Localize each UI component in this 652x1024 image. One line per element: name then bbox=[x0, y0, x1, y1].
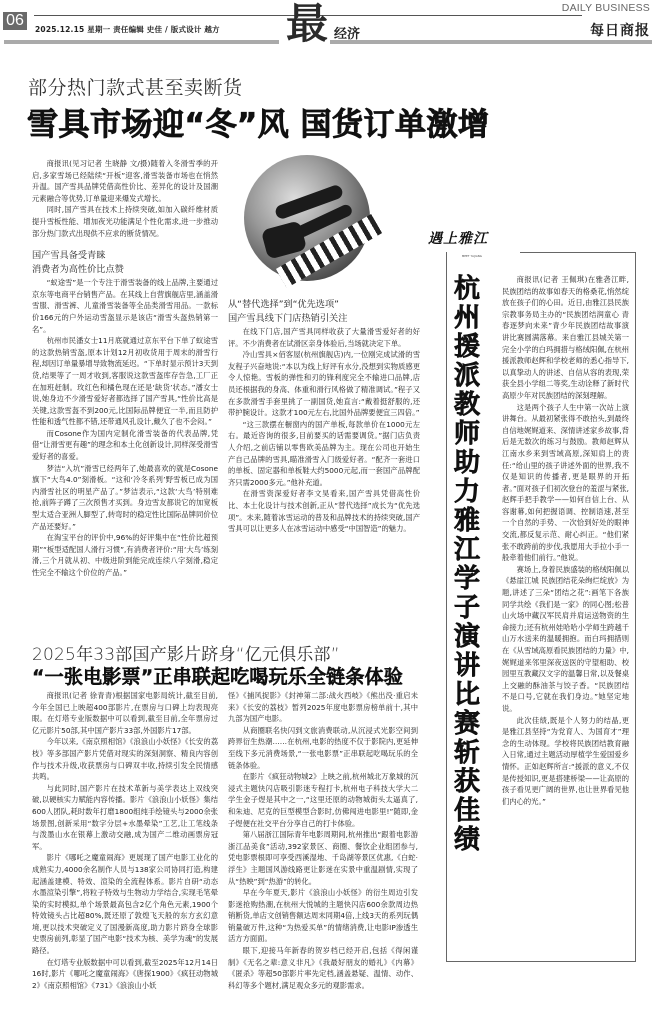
headline-char: 师 bbox=[453, 419, 480, 449]
column-logo: 遇上雅江 bbox=[428, 231, 488, 247]
section-logo-char: 最 bbox=[286, 0, 329, 48]
headline-char: 杭 bbox=[453, 274, 480, 304]
headline-char: 雅 bbox=[453, 506, 480, 536]
headline-char: 派 bbox=[453, 361, 480, 391]
article1-lead bbox=[32, 158, 218, 577]
paragraph: 赛场上,身着民族盛装的格绒阳佩以《悬崖江城 民族团结花朵绚烂绽放》为题,讲述了三朵“团结之花”:画笔下各族同学共绘《我们是一家》的同心图;松普山火场中藏汉军民肩并肩运送物资的生命接力;还有杭州娃哈哈小学师生跨越千山万水送来的温暖拥抱。而白玛拥措则在《从雪域高原看民族团结的力量》中,娓娓道来邻里深夜送医的守望相助、校园里互教藏汉文字的温馨日常,以及餐桌上交融的酥油茶与饺子香。“民族团结不是口号,它就在我们身边。”她坚定地说。 bbox=[502, 564, 629, 713]
paragraph: 杭州市民潘女士11月底就通过京东平台下单了蚁途雪的这款热销雪盔,原本计划12月初收货用于周末的滑雪行程,却因订单量暴增导致物流延迟。“下单时显示预计3天到货,结果等了一周才收到,客服说这款雪盔库存告急,工厂正在加班赶制。玫红色和橘色现在还是‘缺货’状态。”潘女士说,她身边不少滑雪爱好者都选择了国产雪具,“性价比高是关键,这款雪盔不到200元,比国际品牌便宜一半,而且防护性能和透气性都不错,还带通风孔设计,戴久了也不会闷。” bbox=[32, 336, 218, 427]
sidebar-box-top-rule bbox=[520, 252, 636, 253]
paragraph: “这三款摆在橱窗内的国产单板,每款单价在1000元左右。最近咨询的很多,目前要买的话需要调货。”据门店负责人介绍,之前店铺以零售欧美品牌为主。现在公司也开始生产自己品牌的雪具,瞄准滑雪入门级爱好者。“配齐一套进口的单板、固定器和单板鞋大约5000元起,而一套国产品牌配齐只需2000多元。”他补充道。 bbox=[228, 419, 420, 487]
article2-headline: “一张电影票”正串联起吃喝玩乐全链条体验 bbox=[32, 666, 403, 688]
headline-char: 教 bbox=[453, 390, 480, 420]
paragraph: 商报讯(记者 徐青青)根据国家电影局统计,截至目前,今年全国已上映超400部影片,在票房与口碑上均表现亮眼。在灯塔专业版数据中可以看到,截至目前,全年票房过亿元影片50部,其中国产影片33部,外国影片17部。 bbox=[32, 691, 218, 735]
paragraph: 在滑雪资深爱好者李文昊看来,国产雪具凭借高性价比、本土化设计与技术创新,正从“替代选择”成长为“优先选项”。未来,随着冰雪运动的普及和品牌技术的持续突破,国产雪具可以让更多人在冰雪运动中感受“中国智造”的魅力。 bbox=[228, 489, 420, 534]
paragraph: “蚁途雪”是一个专注于滑雪装备的线上品牌,主要通过京东等电商平台销售产品。在其线上自营旗舰店里,涵盖滑雪服、滑雪裤、儿童滑雪装备等全品类滑雪用品。一款标价166元的户外运动雪盔显示是该店“滑雪头盔热销第一名”。 bbox=[32, 278, 218, 334]
column-logo-subtitle: MEET YAJIANG bbox=[462, 255, 483, 258]
brand-chinese: 每日商报 bbox=[590, 23, 650, 39]
paragraph: 在影片《疯狂动物城2》上映之前,杭州城北万象城的沉浸式主题快闪店吸引影迷专程打卡,杭州电子科技大学大二学生金子煜是其中之一,“这里还原的动物城街头太逼真了,和朱迪、尼克的巨型模型合影时,仿佛闯进电影里!”随即,金子煜便在社交平台分享自己的打卡体验。 bbox=[228, 772, 418, 828]
article1-kicker: 部分热门款式甚至卖断货 bbox=[28, 77, 243, 99]
headline-char: 演 bbox=[453, 622, 480, 652]
headline-char: 讲 bbox=[453, 651, 480, 681]
header-bar-left bbox=[4, 40, 279, 44]
article1-column2 bbox=[228, 290, 420, 535]
headline-char: 绩 bbox=[453, 825, 480, 855]
headline-char: 学 bbox=[453, 564, 480, 594]
header-bar-right bbox=[330, 40, 652, 44]
paragraph: 梦洁“入坑”滑雪已经两年了,她最喜欢的就是Cosone旗下“大鸟4.0”刻滑板。“这和‘冷冬系列’野雪板已成为国内滑雪社区的明星产品了。”梦洁表示,“这款‘大鸟’特别难抢,前阵子蹲了三次预售才买到。身边雪友都说它的加宽板型太适合亚洲人脚型了,转弯时的稳定性比国际品牌同价位产品还要好。” bbox=[32, 463, 218, 531]
paragraph: 而Cosone作为国内定制化滑雪装备的代表品牌,凭借“让滑雪更有趣”的理念和本土化创新设计,同样深受滑雪爱好者的喜爱。 bbox=[32, 428, 218, 462]
paragraph: 眼下,迎接马年新春的贺岁档已经开启,包括《得闲谨制》《无名之辈:意义非凡》《我最好朋友的婚礼》《内幕》《匿杀》等超50部影片率先定档,涵盖悬疑、温情、动作、科幻等多个题材,满足观众多元的观影需求。 bbox=[228, 946, 418, 990]
paragraph: 在淘宝平台的评价中,96%的好评集中在“性价比超预期”“板型适配国人滑行习惯”,有消费者评价:“用‘大鸟’练刻滑,三个月就从初、中级进阶到能完成连续八字刻滑,稳定性完全不输这个价位的产品。” bbox=[32, 533, 218, 577]
headline-char: 州 bbox=[453, 303, 480, 333]
paragraph: 这是两个孩子人生中第一次站上演讲舞台。从最初紧张得不敢抬头,到最终自信地娓娓道来、深情讲述家乡故事,背后是无数次的练习与鼓励。教师赵辉从江南水乡来到雪域高原,深知肩上的责任:“给山里的孩子讲述外面的世界,我不仅是知识的传播者,更是眼界的开拓者。”面对孩子们初次登台的羞涩与紧张,赵辉手把手教学——如何自信上台、从容谢幕,如何把握语调、控制语速,甚至一个自然的手势、一次恰到好处的眼神交流,都反复示范、耐心纠正。“他们紧张不敢跨前的步伐,我愿用大手拉小手一般牵着他们前行。”他说。 bbox=[502, 402, 629, 563]
headline-char: 援 bbox=[453, 332, 480, 362]
paragraph: 商报讯(见习记者 生晓静 文/摄)随着入冬滑雪季的开启,多家雪场已经陆续“开板”迎客,滑雪装备市场也在悄然升温。国产雪具品牌凭借高性价比、差异化的设计及国潮元素融合等优势,订单量迎来爆发式增长。 bbox=[32, 159, 218, 203]
article2-column2 bbox=[228, 690, 418, 991]
headline-char: 斩 bbox=[453, 738, 480, 768]
article1-subhead2-line2: 国产雪具线下门店热销引关注 bbox=[228, 313, 348, 324]
paragraph: 第八届浙江国际青年电影周期间,杭州推出“跟着电影游浙江品美食”活动,392家景区、商圈、餐饮企业组团参与,凭电影票根即可享受西溪湿地、千岛湖等景区优惠,《白蛇·浮生》主题国风游线路更让影迷在实景中重温剧情,实现了从“热映”到“热游”的转化。 bbox=[228, 830, 418, 886]
paragraph: 从商圈联名快闪到文旅消费联动,从沉浸式光影空间到跨界衍生热潮……在杭州,电影的热度不仅于影院内,更延伸至线下多元消费场景,“一张电影票”正串联起吃喝玩乐的全链条体验。 bbox=[228, 725, 418, 770]
article1-headline: 雪具市场迎“冬”风 国货订单激增 bbox=[27, 107, 490, 143]
header-meta: 2025.12.15 星期一 责任编辑 史佳 / 版式设计 越方 bbox=[35, 25, 220, 34]
article2-column1 bbox=[32, 690, 218, 991]
paragraph: 冷山雪具×佰客屋(杭州旗舰店)内,一位刚完成试滑的雪友程子兴奋地说:“本以为线上好评有水分,没想到实物质感更令人惊艳。雪板的弹性和刃的锋利度完全不输进口品牌,店员还根据我的身高、体重和滑行风格做了精准调试。”程子又在多款滑雪手套里挑了一副国货,她直言:“戴着挺舒服的,还带护腕设计。这款才100元左右,比国外品牌要便宜三四倍。” bbox=[228, 350, 420, 418]
paragraph: 此次佳绩,既是个人努力的结晶,更是雅江县坚持“为党育人、为国育才”理念的生动体现。学校将民族团结教育融入日常,通过主题活动厚植学生爱国爱乡情怀。正如赵辉所言:“援派的意义,不仅是传授知识,更是搭建桥梁——让高原的孩子看见更广阔的世界,也让世界看见他们内心的光。” bbox=[502, 715, 629, 806]
page-number: 06 bbox=[3, 12, 27, 30]
brand-english: DAILY BUSINESS bbox=[561, 2, 650, 14]
headline-char: 助 bbox=[453, 448, 480, 478]
paragraph: 与此同时,国产影片在技术革新与美学表达上双线突破,以硬核实力赋能内容传播。影片《浪浪山小妖怪》集结600人团队,耗时数年打磨1800组纯手绘镜头与2000余张场景图,创新采用“数字分层+水墨晕染”工艺,让工笔线条与泼墨山水在银幕上激动交融,成为国产二维动画票房冠军。 bbox=[32, 783, 218, 851]
paragraph: 怪》《捕风捉影》《封神第二部:战火西岐》《熊出没·重启未来》《长安的荔枝》暂列2025年度电影票房榜单前十,其中九部为国产电影。 bbox=[228, 691, 418, 724]
headline-char: 力 bbox=[453, 477, 480, 507]
section-name: 经济 bbox=[334, 27, 361, 42]
sidebar-vertical-headline bbox=[451, 275, 483, 855]
paragraph: 早在今年夏天,影片《浪浪山小妖怪》的衍生周边引发影迷抢购热潮,在杭州大悦城的主题快闪店600余款周边热销断货,单店文创销售额达周末同期4倍,上线3天的系列玩偶销量破万件,这种“为热爱买单”的情绪消费,让电影IP渗透生活方方面面。 bbox=[228, 888, 418, 944]
headline-char: 获 bbox=[453, 767, 480, 797]
paragraph: 商报讯(记者 王佩琪)在雅砻江畔,民族团结的故事如春天的格桑花,悄然绽放在孩子们的心田。近日,由雅江县民族宗教事务局主办的“民族团结润童心 青春逐梦向未来”青少年民族团结故事演讲比赛圆满落幕。来自雅江县城关第一完全小学的白玛拥措与格绒阳佩,在杭州援派教师赵辉和学校老师的悉心指导下,以真挚动人的讲述、自信从容的表现,荣获全县小学组二等奖,生动诠释了新时代高原少年对民族团结的深刻理解。 bbox=[502, 275, 629, 400]
sidebar-article-body bbox=[502, 274, 629, 807]
headline-char: 子 bbox=[453, 593, 480, 623]
article2-kicker: 2025年33部国产影片跻身“亿元俱乐部” bbox=[32, 645, 340, 665]
paragraph: 同时,国产雪具在技术上持续突破,如加入碳纤维材质提升雪板性能、增加夜光功能满足个性化需求,进一步推动部分热门款式出现供不应求的断货情况。 bbox=[32, 205, 218, 238]
article1-subhead1-line2: 消费者为高性价比点赞 bbox=[32, 264, 124, 276]
article1-subhead2-line1: 从“替代选择”到“优先选项” bbox=[228, 299, 339, 310]
paragraph: 在灯塔专业版数据中可以看到,截至2025年12月14日16时,影片《哪吒之魔童闹海》《唐探1900》《疯狂动物城2》《南京照相馆》《731》《浪浪山小妖 bbox=[32, 957, 218, 990]
paragraph: 今年以来,《南京照相馆》《浪浪山小妖怪》《长安的荔枝》等多部国产影片凭借对现实的深刻洞察、精良内容创作与技术升级,收获票房与口碑双丰收,持续引发全民情感共鸣。 bbox=[32, 737, 218, 782]
headline-char: 江 bbox=[453, 535, 480, 565]
headline-char: 佳 bbox=[453, 796, 480, 826]
paragraph: 影片《哪吒之魔童闹海》更展现了国产电影工业化的成熟实力,4000余名制作人员与138家公司协同打造,构建起涵盖建模、特效、渲染的全流程体系。影片自研“动态水墨渲染引擎”,将粒子特效与生物动力学结合,实现毛笔晕染的实时模拟,单个场景最高包含2亿个角色元素,1900个特效镜头占比超80%,既还原了敦煌飞天般的东方玄幻意境,更以技术突破定义了国漫新高度,助力影片跻身全球影史票房前列,彰显了国产电影“技术为核、美学为魂”的发展路径。 bbox=[32, 853, 218, 956]
paragraph: 在线下门店,国产雪具同样收获了大量滑雪爱好者的好评。不少消费者在试滑区亲身体验后,当场就决定下单。 bbox=[228, 327, 420, 348]
headline-char: 赛 bbox=[453, 709, 480, 739]
headline-char: 比 bbox=[453, 680, 480, 710]
article1-subhead1-line1: 国产雪具备受青睐 bbox=[32, 250, 106, 262]
snowboard-bindings-photo bbox=[244, 155, 370, 281]
